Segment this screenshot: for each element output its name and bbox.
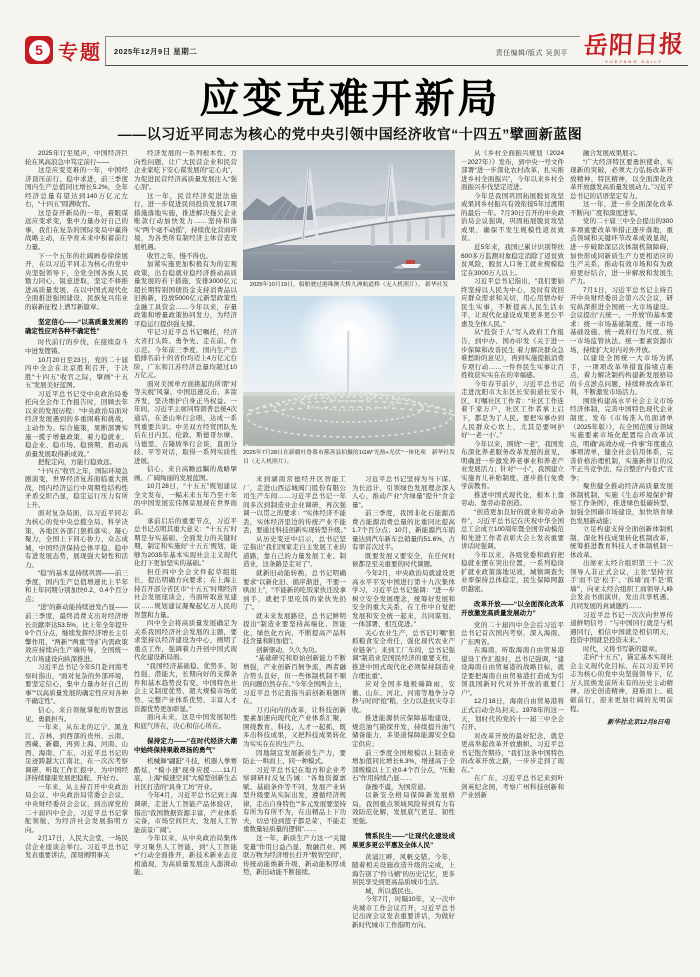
paragraph: 一年来，从东北的辽宁、黑龙江、吉林，到西部的贵州、云南、西藏、新疆，再到上海、河南、山西、海南、广东，习近平总书记的足迹跨越大江南北，在一次次考察调研、听取工作汇报中，为中国经济持续健康发展把稳舵、开好方。 — [25, 724, 128, 783]
paragraph: 这一年，进一步全面深化改革不断向广度和深度进军。 — [570, 201, 673, 217]
paragraph: 这是奋开新局的一年，着眼谋远应变求变，集中力量办好自己的事，我们在复杂的国际变局中赢得战略主动，在孕育未来中积蓄前行力量。 — [25, 209, 128, 252]
paragraph: 就新旧动能转换，总书记明确要求“以新化旧、循序渐进，不要一哄而上”，“不能新的吃饭家伙还没拿到手，就把手里吃饭的家伙先扔了”。 — [243, 570, 346, 612]
paragraph: 10月20日至23日，党的二十届四中全会在北京胜利召开，于决胜“十四五”收官之际，擘画“十五五”发展美好蓝图。 — [25, 356, 128, 390]
paragraph: 既要发展又要安全，在任何时候都是至关重要的时代课题。 — [352, 552, 455, 569]
paragraph: 关心农业生产，总书记叮嘱“狠抓粮食安全责任，强化现代农业产业链条”；来到工厂车间，总书记强调“制造业是国民经济的重要支柱，推进中国式现代化必须保持制造业合理比重”。 — [352, 629, 455, 680]
page-number-badge — [25, 36, 53, 64]
paragraph: 今年以来，各级党委和政府把稳就业摆在突出位置，一系列稳岗扩就业政策落地见效，城镇调查失业率保持总体稳定，民生保障网越织越密。 — [461, 551, 564, 593]
article-column-5 — [461, 150, 564, 968]
paragraph: “稳”的基本盘持续巩固——前三季度，国内生产总值增速比上半年和上年同期分别加快0.2、0.4个百分点； — [25, 570, 128, 603]
paragraph: 时代，又将书写新的篇章。 — [583, 645, 661, 653]
section-label: 专题 — [58, 41, 102, 64]
paragraph: 黄浦江畔，风帆交错。今年，随着相关设施改造升级的完成，上海告别了“拎马桶”的历史记忆，更多居民享受到更高品质城市生活。 — [352, 853, 455, 887]
paragraph: 习近平总书记坚持为当下谋、为长远计，引领绿色发展理念深入人心，推动产业“含绿量”提升“含金量”。 — [352, 476, 455, 509]
paragraph: “广大经济特区要勇担使命、实现新的突破，必须大力弘扬改革开放精神、特区精神，以全面深化改革开放激发高质量发展动力。”习近平总书记的话语坚定有力。 — [570, 158, 673, 200]
paragraph: 担任四中全会文件起草组组长，提出明确方向要求；在上海主持召开部分省区市“十五五”时期经济社会发展座谈会，当面听取意见建议……规划建议凝聚起亿万人民的智慧和力量。 — [134, 568, 237, 619]
paragraph: 2月17日，人民大会堂，一场民营企业座谈会举行。习近平总书记发表重要讲话，深刻阐明事关 — [25, 835, 128, 860]
paragraph: 面向未来，这是中国发展韧性和底气所在，决心和信心所在。 — [134, 714, 237, 730]
paragraph: 就未来发展路径，总书记鲜明提出“制造业要坚持高端化、智能化、绿色化方向，不断提高产品科技含量和附加值”。 — [243, 612, 346, 646]
paragraph: 习近平总书记一次次向世界传递鲜明信号：“与中国同行就是与机遇同行，相信中国就是相信明天，投资中国就是投资未来。” — [570, 611, 673, 645]
article-column-6 — [570, 150, 673, 968]
paragraph: 围绕构建高水平社会主义市场经济体制，完善中国特色现代企业制度，发布《市场准入负面清单（2025年版）》，在全国范围分领域实施要素市场化配置综合改革试点，明确“高效办成一件事”年度重点事项清单，健全社会信用体系，完善价格治理机制，实施新修订的反不正当竞争法，综合整治“内卷式”竞争； — [570, 397, 673, 482]
paragraph: 推进中国式现代化，根本上靠劳动、靠劳动者创造。 — [461, 491, 564, 508]
article-column-3 — [243, 476, 346, 966]
paragraph: 今年春节前夕，习近平总书记走进沈阳市大东区长安街道长安小区，叮嘱社区工作者：“社区工作连着千家万户，社区工作者承上启下，都是为了人民，要把实事办到人民群众心坎上，尤其是要呵护好‘一老一小’。” — [461, 380, 564, 440]
paragraph: 今年以来，从中央政治局集体学习聚焦人工智能，到“人工智能+”行动全面推开，新技术新业态竞相涌现，为高质量发展注入澎湃动能。 — [134, 835, 237, 877]
article-headline: 应变克难开新局 — [199, 77, 501, 121]
paragraph: 推进能源供应保障基地建设，规范油气勘探开发，持续提升油气储备能力，多渠道保障能源安全稳定供应； — [352, 715, 455, 748]
paragraph: 今年2月，中央政治局就建设更高水平平安中国进行第十九次集体学习，习近平总书记强调：“进一步树立安全发展理念，统筹好发展和安全的重大关系，在工作中自觉把发展和安全统一起来，共同谋划、一体部署、相互促进。” — [352, 570, 455, 629]
page-number: 5 — [29, 40, 50, 61]
wire-credit: 新华社北京12月8日电 — [607, 719, 670, 727]
paragraph: 聚焦健全推动经济高质量发展体制机制，实施《生态环境保护督察工作条例》，推进绿色低碳转型，加强全国碳市场建设，加快培育绿色发展新动能； — [570, 483, 673, 525]
paragraph: 加紧实施更加积极有为的宏观政策，出台稳就业稳经济推动高质量发展的若干措施，安排3000亿元超长期特别国债资金支持消费品以旧换新，投放5000亿元新型政策性金融工具资金……今年以来，存量政策和增量政策协同发力，为经济平稳运行提供强支撑。 — [134, 261, 237, 328]
paragraph: 这是应变克难的一年，中国经济顶压前行、稳中求进，前三季度国内生产总值同比增长5.2%，全年经济总量有望达到140万亿元左右，“十四五”圆满收官。 — [25, 167, 128, 209]
masthead-logo: 岳阳日报 — [583, 29, 685, 60]
article-column-4 — [352, 476, 455, 966]
solar-photo — [243, 296, 455, 446]
paragraph: 以建设全国统一大市场为抓手，一项项改革举措直指堵点难点，着力解决制约构建新发展格局的卡点淤点问题，持续释放改革红利，不断激发市场活力。 — [570, 355, 673, 397]
paragraph: 近5年来，我国已累计识别帮扶600多万监测对象稳定消除了返贫致贫风险，脱贫人口务工就业规模稳定在3000万人以上。 — [461, 244, 564, 277]
paragraph: 习近平总书记受中央政治局委托向全会作工作报告时，回顾去年以来的发展历程：“中央政治局面对经济发展遇到的多重困难和挑战，主动作为、综合施策，果断部署实施一揽子增量政策，着力稳就业、稳企业、稳市场、稳预期，推动高质量发展取得新成效。” — [25, 390, 128, 458]
paragraph: 四中全会将高质量发展确定为关系我国经济社会发展的主题，要求坚持以经济建设为中心，阐明了重点工作，强调着力开创中国式现代化建设新局面。 — [134, 620, 237, 662]
paragraph: 面对美国单方面挑起的所谓“对等关税”风暴，中国迅速反击、多箭齐发，坚决维护自身正当权益。一年间，习近平主席同特朗普总统4次通话，在釜山举行会晤，达成一系列重要共识。中美双方经贸团队先后在日内瓦、伦敦、斯德哥尔摩、马德里、吉隆坡举行会谈，直面分歧、平等对话，取得一系列实质性进展。 — [134, 380, 237, 465]
paragraph: 10月28日，“十五五”规划建议全文发布，一幅未来五年乃至十年的中国发展宏伟图景展现在世界面前。 — [134, 483, 237, 516]
paragraph: 经济发展的一系列根本性、方向性问题，让广大民营企业和民营企业家吃下安心谋发展的“定心丸”，为促进民营经济高质量发展注入“强心剂”。 — [134, 150, 237, 192]
paragraph: 前三季度全国规模以上制造业增加值同比增长6.3%，增速高于全部规模以上工业0.4个百分点，“压舱石”作用持续凸显…… — [352, 749, 455, 783]
bridge-photo — [243, 150, 455, 280]
paragraph: 今年4月，习近平总书记到上海调研，走进人工智能产品体验店，指出“我国数据资源丰富，产业体系完备，市场空间巨大，发展人工智能前景广阔”。 — [134, 792, 237, 834]
paragraph: 以新安全格局保障新发展格局，我国重点领域风险得到有力有效防范化解，发展底气更足、韧性更强。 — [352, 792, 455, 825]
section-crosshead: 改革开放——“以全面深化改革开放激发高质量发展动力” — [461, 601, 564, 617]
article-column-1 — [25, 150, 128, 968]
paragraph: 12月18日，海南自由贸易港将正式启动全岛封关。1978年的这一天，划时代的党的十一届三中全会召开。 — [461, 698, 564, 732]
paragraph: “创造更加良好的就业和劳动条件”，习近平总书记在庆祝中华全国总工会成立100周年暨全国劳动模范和先进工作者表彰大会上发表重要讲话时强调。 — [461, 508, 564, 551]
paragraph: 习近平总书记指出，“我们要始终坚持以人民为中心，及时有效回应群众需求和关切，用心用情办好民生实事，不断提高人民生活水平，让现代化建设成果更多更公平惠及全体人民。” — [461, 278, 564, 328]
section-crosshead: 情系民生——“让现代化建设成果更多更公平惠及全体人民” — [352, 833, 455, 849]
paragraph: 把舵定向，方能行稳致远。 — [38, 459, 116, 467]
article-column-2 — [134, 150, 237, 968]
paragraph: 备豫不虞，为国常道。 — [365, 783, 430, 791]
page-badge — [25, 33, 102, 67]
solar-photo-graphic — [243, 296, 455, 446]
paragraph: 因地制宜发展新质生产力，要防止一哄而上、同一种模式。 — [243, 749, 346, 766]
paragraph: 机械舞“翩跹”斗技，机器人拳赛酷炫，“模小速”现身应援……11月底，上海“模速空间”大模型创新生态社区打造的“具身工坊”开业。 — [134, 758, 237, 791]
paragraph: 对改革开放的最好纪念，就是更高举起改革开放旗帜。习近平总书记饱含期待，“我们这条中国特色的改革开放之路，一步步走到了现在。” — [461, 732, 564, 774]
paragraph: 出席亚太经合组织第三十二次领导人非正式会议，主张“坚持‘拉手’而不是‘松手’、‘拆墙’而不是‘筑墙’”，向亚太经合组织工商领导人峰会发表书面演讲，发出共享机遇、共同发展的真诚邀约…… — [570, 560, 673, 610]
paragraph: 前三季度，我国非化石能源消费占能源消费总量的比重同比提高1.7个百分点；10月，新能源汽车销量达到汽车新车总销量的51.6%，占有率首次过半。 — [352, 510, 455, 552]
paragraph: 今年7月，时隔10年，又一次中央城市工作会议召开，习近平总书记出席会议发表重要讲话，为做好新时代城市工作指明方向。 — [352, 896, 455, 929]
caption-credit: 新华社发 — [431, 450, 455, 456]
masthead-subtitle: YUEYANG DAILY — [605, 59, 663, 64]
paragraph: 习近平总书记在地方和企业考察调研时反复告诫：“各地资源禀赋、基础条件等不同，发展产业转型升级要从实际出发，遵循经济规律，走出自身特色”“多元发展要坚持有所为有所不为，在出精品上下功夫，切忌‘捡到篮子都是菜’，不能走重数量轻质量的逻辑”…… — [243, 766, 346, 834]
paragraph: “基础研究和原始创新能力不断增强，产业创新百舸争流，两者融合势头良好，但一些体制机制不顺的问题仍然存在。”今年全国两会上，习近平总书记直指当前创新难题所在。 — [243, 655, 346, 706]
paragraph: 一年来，从主持召开中央政治局会议、中央政治局常委会会议、中央财经委员会会议，到出席党的二十届四中全会，习近平总书记掌舵领航，为经济社会发展指明方向。 — [25, 783, 128, 834]
paragraph: 创新驱动，久久为功。 — [256, 646, 321, 654]
paragraph: 融合发展成果展示。 — [583, 150, 642, 157]
paragraph: 城，所以盛民也。 — [365, 887, 417, 895]
paragraph: 收官之年，慢不得也。 — [147, 252, 212, 260]
paragraph: “十四五”收官之年，国际环境急剧演变，世界经济复苏面临重大挑战，国内经济运行中周期性结构性矛盾交织凸显，稳定运行压力有所上升。 — [25, 467, 128, 509]
paragraph: 2025年行至尾声，中国经济巨轮在风高浪急中笃定前行—— — [25, 150, 128, 166]
paragraph: 立足构建支持全面创新体制机制，深化科技成果转化机制改革，统筹推进教育科技人才体制机制一体改革。 — [570, 526, 673, 559]
caption-text: 2025年10月19日，船舶驶过港珠澳大桥九洲航道桥（无人机照片）。 — [249, 282, 424, 288]
paragraph: 信心，来自领航掌舵的智慧远见、勇毅担当。 — [25, 707, 128, 723]
paragraph: 今年是我国巩固拓展脱贫攻坚成果同乡村振兴有效衔接5年过渡期的最后一年。7月30日召开的中央政治局会议强调，巩固拓展脱贫攻坚成果，确保不发生规模性返贫致贫。 — [461, 192, 564, 243]
paragraph: 这一年，新质生产力这一“关键变量”作用日益凸显，数融百业、网联万物为经济增长打开“数智空间”，传统动能焕新升级、新动能积厚成势，新旧动能不断接续。 — [243, 834, 346, 877]
page-date: 2025年12月9日 星期二 — [114, 47, 198, 56]
paragraph: 党的二十届四中全会后习近平总书记首次国内考察，深入海南、广东两省。 — [461, 621, 564, 646]
caption-text: 2025年7月28日在新疆吐鲁番市鄯善县拍摄的1GW“光热+光伏”一体化项目（无人机照片）。 — [243, 450, 426, 465]
editor-credit: 责任编辑/版式 吴剑平 — [495, 50, 568, 57]
paragraph: 走向“十五五”，锚定基本实现社会主义现代化目标，在以习近平同志为核心的党中央坚强领导下，亿万人民焕发前所未有的历史主动精神、历史创造精神，迎难而上、砥砺前行，迎来更加壮阔的光明前程。 — [570, 654, 673, 713]
section-crosshead: 坚定信心——“以高质量发展的确定性应对各种不确定性” — [25, 319, 128, 335]
photo-caption-1 — [243, 281, 455, 290]
paragraph: 牢记习近平总书记嘱托，经济大省打头阵、勇争先、走在前、作示范。今年前三季度，国内生产总值排名前十的省份均迈上4万亿元台阶，广东和江苏经济总量均超过10万亿元。 — [134, 329, 237, 380]
paragraph: 面对复杂局面，以习近平同志为核心的党中央总揽全局、科学决策，各地区各部门狠抓落实、凝心聚力，全国上下同心协力、众志成城，中国经济保持总体平稳、稳中有进发展态势，展现强大韧性和活力。 — [25, 510, 128, 569]
paragraph: 下一个五年的壮阔画卷徐徐展开，在以习近平同志为核心的党中央坚强领导下，全党全国各族人民勠力同心、锐意进取，坚定不移推进高质量发展，在以中国式现代化全面推进强国建设、民族复兴伟业的崭新征程上谱写新篇章。 — [25, 252, 128, 311]
paragraph: 从“投资于人”写入政府工作报告，到中办、国办印发《关于进一步保障和改善民生 着力解决群众急难愁盼的意见》，再到实施提振消费专项行动……一件件民生实事让百姓收获实实在在的幸福感。 — [461, 329, 564, 380]
paragraph: “进”的新动能持续迸发凸显——前三季度，最终消费支出对经济增长贡献率达53.5%，比上年全年提升9个百分点，继续发挥经济增长主引擎作用，“两新”“两重”等扩内需政策效应持续向生产端传导，全国统一大市场建设向纵深推进。 — [25, 604, 128, 663]
paragraph: “我国经济基础稳、优势多、韧性强、潜能大，长期向好的支撑条件和基本趋势没有变，中国特色社会主义制度优势、超大规模市场优势、完整产业体系优势、丰富人才资源优势更加彰显。” — [134, 662, 237, 713]
paragraph: 刀刃向内的改革，让科技创新要素加速向现代化产业体系汇聚，围绕教育、科技、人才一起抓，既多出科技成果，又把科技成果转化为实实在在的生产力。 — [243, 706, 346, 748]
paragraph: 在海南，听取海南自由贸易港建设工作汇报时，总书记强调，“建设海南自由贸易港的战略目标，就是要把海南自由贸易港打造成为引领我国新时代对外开放的重要门户”。 — [461, 647, 564, 697]
paragraph: 7月1日，习近平总书记主持召开中央财经委员会第六次会议，研究纵深推进全国统一大市场建设。会议提出“五统一、一开放”的基本要求：统一市场基础制度、统一市场基础设施、统一政府行为尺度、统一市场监管执法、统一要素资源市场，持续扩大对内对外开放。 — [570, 286, 673, 354]
paragraph: 这一年，民营经济促进法施行，进一步促进民间投资发展17项措施落地实施，推进解决拖欠企业账款行动加快发力……坚持和落实“两个毫不动摇”，持续优化营商环境，为各类所有制经济主体营造发展机遇。 — [134, 192, 237, 252]
paragraph: 习近平总书记今年5月赴河南考察时指出，“面对复杂的外部环境，要坚定信心，集中力量办好自己的事”“以高质量发展的确定性应对各种不确定性”。 — [25, 664, 128, 706]
paragraph: 从《乡村全面振兴规划（2024－2027年）》发布，到中央一号文件部署“进一步深化农村改革，扎实推进乡村全面振兴”，今年以来乡村全面振兴步伐坚定迈进。 — [461, 150, 564, 192]
paragraph: 应对全国多地极端降雨，安徽、山东、河北、河南等地争分夺秒与时间“抢”粮，全力以赴抗灾夺丰收。 — [352, 681, 455, 714]
paragraph: 党的二十届三中全会提出的300多项重要改革举措正逐步落地，重点领域和关键环节改革成效显现，进一步破除深层次体制机制障碍，加快形成同新质生产力更相适应的生产关系，推动有效市场和有为政府更好结合，进一步解放和发展生产力。 — [570, 218, 673, 286]
photo-caption-2 — [243, 449, 455, 467]
paragraph: 从历史变迁中启示，总书记坚定指出“我们国家走自主发展工业的道路，靠自己的力量发展工业、制造业，这条路是走对了”。 — [243, 535, 346, 569]
paragraph: 今年以来，围绕“一老”，我国发布深化养老服务改革发展的意见，明确进一步激发养老事业和养老产业发展活力；针对“一小”，我国建立实施育儿补贴制度，逐步推行免费学前教育。 — [461, 440, 564, 491]
section-crosshead: 保持定力——“在时代经济大潮中始终保持果敢昂扬的勇气” — [134, 738, 237, 754]
paragraph: 在广东，习近平总书记来到叶剑英纪念园，考察广州科技创新和产业创新 — [461, 775, 564, 800]
bridge-photo-graphic — [243, 150, 455, 280]
paragraph: 信心，来自高瞻远瞩的战略擘画、广阔绚丽的发展蓝图。 — [134, 466, 237, 482]
article-column-6-text — [570, 150, 673, 714]
paragraph: 承前启后的重要节点，习近平总书记点明其重大意义：“‘十五五’时期是夯实基础、全面发力的关键时期，制定和实施好‘十五五’规划，能够为2035年基本实现社会主义现代化打下更加坚实的基础。” — [134, 517, 237, 568]
paragraph: 来到湖南常德经开区智能工厂，走进山西运城阀门股份有限公司生产车间……习近平总书记一年间多次到制造业企业调研，再次强调一以贯之的要求：“实体经济不能丢，实体经济里边的传统产业不能丢，要通过科技创新实现转型升级。” — [243, 476, 346, 535]
caption-credit: 新华社发 — [425, 282, 449, 288]
article-subtitle: ——以习近平同志为核心的党中央引领中国经济收官“十四五”擘画新蓝图 — [117, 126, 583, 142]
masthead — [580, 29, 688, 64]
paragraph: 时代前行的步伐，在接续奋斗中迸发铿锵。 — [25, 339, 128, 356]
